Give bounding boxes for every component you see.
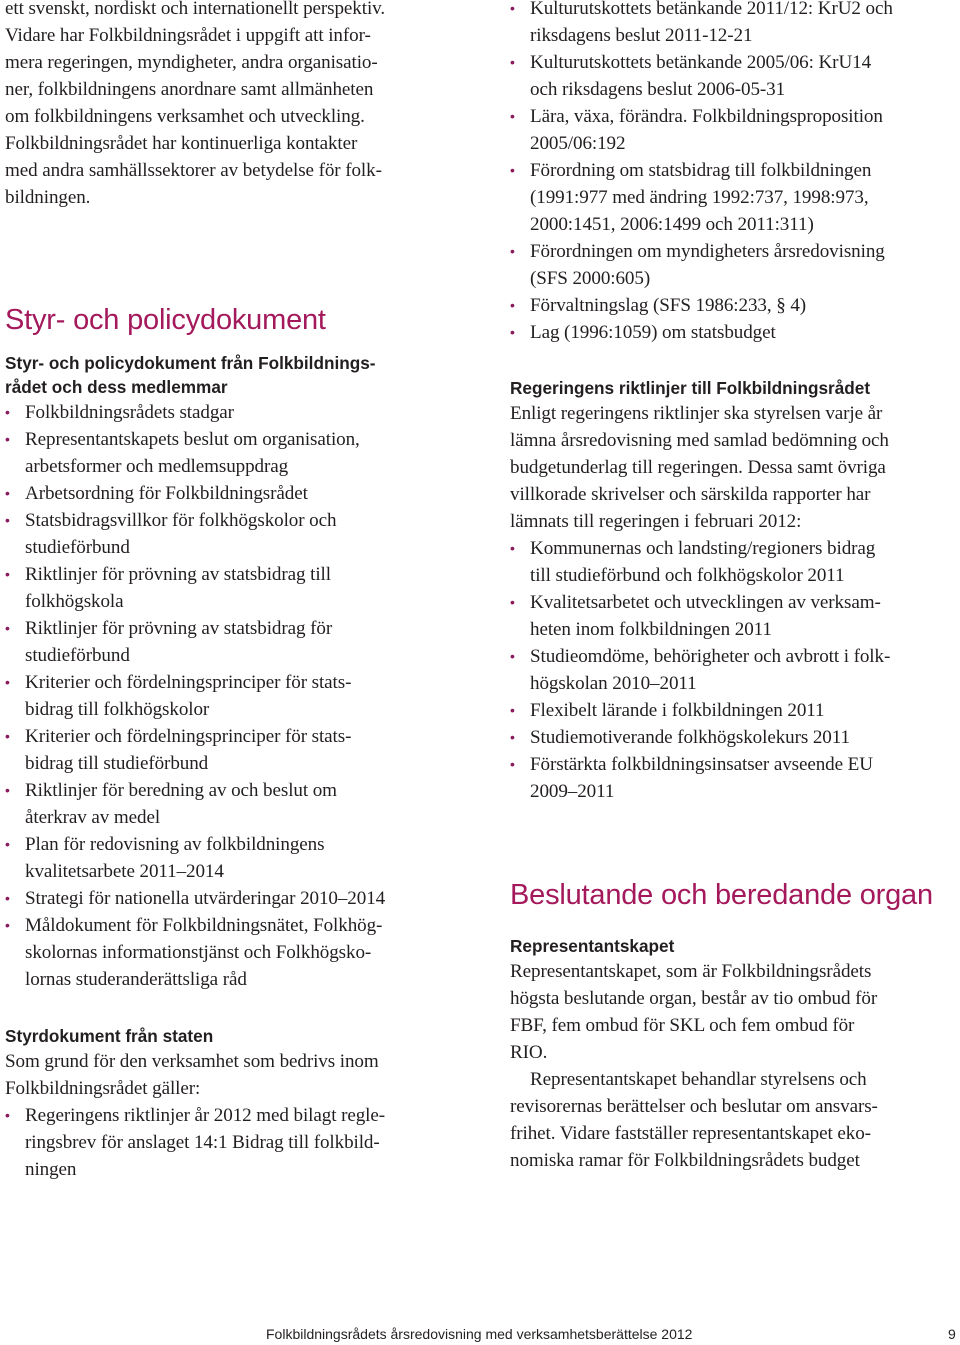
- bullet-icon: •: [5, 917, 10, 933]
- list-item-line: 2005/06:192: [530, 133, 626, 154]
- list-item-line: till studieförbund och folkhögskolor 2011: [530, 565, 845, 586]
- list-item-line: Lag (1996:1059) om statsbudget: [530, 322, 776, 343]
- list-item-line: arbetsformer och medlemsuppdrag: [25, 456, 289, 477]
- state-documents-list: [5, 1102, 452, 1183]
- text-line: Vidare har Folkbildningsrådet i uppgift att infor-: [5, 25, 371, 46]
- heading-line: Styr- och policydokument från Folkbildnings-: [5, 353, 376, 373]
- list-item-line: studieförbund: [25, 645, 130, 666]
- list-item-line: lornas studeranderättsliga råd: [25, 969, 247, 990]
- bullet-icon: •: [510, 108, 515, 124]
- footer-title: Folkbildningsrådets årsredovisning med verksamhetsberättelse 2012: [266, 1326, 693, 1342]
- list-item-line: Riktlinjer för prövning av statsbidrag för: [25, 618, 333, 639]
- list-item-line: Lära, växa, förändra. Folkbildningsproposition: [530, 106, 883, 127]
- list-item: [5, 480, 452, 507]
- list-item-line: Förordning om statsbidrag till folkbildningen: [530, 160, 872, 181]
- list-item-line: Förstärkta folkbildningsinsatser avseende EU: [530, 754, 873, 775]
- list-item-line: Kriterier och fördelningsprinciper för stats-: [25, 672, 352, 693]
- list-item-line: Plan för redovisning av folkbildningens: [25, 834, 325, 855]
- list-item-line: Folkbildningsrådets stadgar: [25, 402, 234, 423]
- list-item-line: folkhögskola: [25, 591, 124, 612]
- list-item: [5, 426, 452, 480]
- bullet-icon: •: [510, 0, 515, 16]
- bullet-icon: •: [5, 485, 10, 501]
- list-item: [510, 724, 960, 751]
- list-item: [5, 615, 452, 669]
- list-item: [5, 912, 452, 993]
- intro-paragraph: [5, 0, 452, 211]
- text-line: mera regeringen, myndigheter, andra organisatio-: [5, 52, 378, 73]
- bullet-icon: •: [510, 702, 515, 718]
- text-line: Som grund för den verksamhet som bedrivs inom: [5, 1051, 379, 1072]
- list-item-line: Förordningen om myndigheters årsredovisning: [530, 241, 885, 262]
- bullet-icon: •: [510, 54, 515, 70]
- list-item: [510, 238, 960, 292]
- list-item-line: ringsbrev för anslaget 14:1 Bidrag till folkbild-: [25, 1132, 380, 1153]
- bullet-icon: •: [510, 243, 515, 259]
- list-item-line: högskolan 2010–2011: [530, 673, 697, 694]
- list-item-line: Representantskapets beslut om organisation,: [25, 429, 360, 450]
- page-number: 9: [948, 1326, 956, 1342]
- list-item-line: (1991:977 med ändring 1992:737, 1998:973,: [530, 187, 869, 208]
- subsection-heading-rad-dokument: [5, 351, 452, 399]
- list-item-line: Arbetsordning för Folkbildningsrådet: [25, 483, 308, 504]
- list-item-line: Strategi för nationella utvärderingar 2010–2014: [25, 888, 386, 909]
- bullet-icon: •: [5, 836, 10, 852]
- representantskapet-paragraph-2: [510, 1066, 960, 1174]
- text-line: villkorade skrivelser och särskilda rapporter har: [510, 484, 871, 505]
- list-item-line: och riksdagens beslut 2006-05-31: [530, 79, 786, 100]
- list-item-line: Flexibelt lärande i folkbildningen 2011: [530, 700, 825, 721]
- text-line: högsta beslutande organ, består av tio ombud för: [510, 988, 878, 1009]
- text-line: med andra samhällssektorer av betydelse för folk-: [5, 160, 382, 181]
- list-item-line: Måldokument för Folkbildningsnätet, Folkhög-: [25, 915, 383, 936]
- list-item-line: Kommunernas och landsting/regioners bidrag: [530, 538, 876, 559]
- list-item-line: bidrag till studieförbund: [25, 753, 209, 774]
- list-item: [510, 643, 960, 697]
- guidelines-paragraph: [510, 400, 960, 535]
- list-item: [5, 723, 452, 777]
- list-item: [510, 751, 960, 805]
- state-documents-list-continued: [510, 0, 960, 346]
- text-line: om folkbildningens verksamhet och utveckling.: [5, 106, 365, 127]
- text-line: bildningen.: [5, 187, 91, 208]
- list-item: [510, 535, 960, 589]
- list-item: [510, 319, 960, 346]
- subsection-heading-statliga-dokument: Styrdokument från staten: [5, 1026, 214, 1046]
- text-line: frihet. Vidare fastställer representantskapet eko-: [510, 1123, 871, 1144]
- list-item-line: Studiemotiverande folkhögskolekurs 2011: [530, 727, 850, 748]
- bullet-icon: •: [5, 620, 10, 636]
- bullet-icon: •: [5, 674, 10, 690]
- list-item: [5, 831, 452, 885]
- text-line: Folkbildningsrådet gäller:: [5, 1078, 201, 1099]
- subsection-heading-representantskapet: Representantskapet: [510, 936, 675, 956]
- text-line: budgetunderlag till regeringen. Dessa samt övriga: [510, 457, 886, 478]
- list-item: [5, 507, 452, 561]
- bullet-icon: •: [510, 540, 515, 556]
- list-item-line: Kulturutskottets betänkande 2005/06: KrU14: [530, 52, 872, 73]
- list-item-line: heten inom folkbildningen 2011: [530, 619, 772, 640]
- bullet-icon: •: [510, 297, 515, 313]
- text-line: ett svenskt, nordiskt och internationellt perspektiv.: [5, 0, 386, 19]
- list-item: [5, 777, 452, 831]
- bullet-icon: •: [510, 729, 515, 745]
- text-line: RIO.: [510, 1042, 548, 1063]
- list-item-line: studieförbund: [25, 537, 130, 558]
- list-item-line: Kvalitetsarbetet och utvecklingen av verksam-: [530, 592, 881, 613]
- representantskapet-paragraph-1: [510, 958, 960, 1066]
- list-item: [5, 885, 452, 912]
- bullet-icon: •: [5, 566, 10, 582]
- text-line: ner, folkbildningens anordnare samt allmänheten: [5, 79, 374, 100]
- bullet-icon: •: [5, 782, 10, 798]
- list-item-line: 2000:1451, 2006:1499 och 2011:311): [530, 214, 814, 235]
- list-item-line: Regeringens riktlinjer år 2012 med bilagt regle-: [25, 1105, 385, 1126]
- left-column: [5, 0, 452, 1183]
- list-item-line: Statsbidragsvillkor för folkhögskolor och: [25, 510, 337, 531]
- bullet-icon: •: [5, 431, 10, 447]
- list-item-line: skolornas informationstjänst och Folkhögsko-: [25, 942, 372, 963]
- bullet-icon: •: [5, 512, 10, 528]
- list-item: [5, 399, 452, 426]
- list-item: [510, 49, 960, 103]
- list-item-line: Studieomdöme, behörigheter och avbrott i folk-: [530, 646, 891, 667]
- list-item: [510, 697, 960, 724]
- list-item: [5, 1102, 452, 1183]
- text-line: Folkbildningsrådet har kontinuerliga kontakter: [5, 133, 358, 154]
- text-line: Representantskapet, som är Folkbildningsrådets: [510, 961, 872, 982]
- text-line: lämna årsredovisning med samlad bedömning och: [510, 430, 889, 451]
- text-line: lämnats till regeringen i februari 2012:: [510, 511, 802, 532]
- list-item: [510, 0, 960, 49]
- reports-list: [510, 535, 960, 805]
- list-item-line: Riktlinjer för prövning av statsbidrag till: [25, 564, 331, 585]
- text-line: FBF, fem ombud för SKL och fem ombud för: [510, 1015, 855, 1036]
- bullet-icon: •: [5, 404, 10, 420]
- list-item: [510, 103, 960, 157]
- text-line: nomiska ramar för Folkbildningsrådets budget: [510, 1150, 860, 1171]
- list-item: [5, 669, 452, 723]
- bullet-icon: •: [5, 728, 10, 744]
- bullet-icon: •: [510, 324, 515, 340]
- bullet-icon: •: [5, 1107, 10, 1123]
- bullet-icon: •: [5, 890, 10, 906]
- list-item: [5, 561, 452, 615]
- bullet-icon: •: [510, 162, 515, 178]
- policy-document-list: [5, 399, 452, 993]
- list-item-line: riksdagens beslut 2011-12-21: [530, 25, 753, 46]
- section-heading-beslutande-organ: Beslutande och beredande organ: [510, 879, 933, 911]
- state-documents-intro: [5, 1048, 452, 1102]
- list-item: [510, 589, 960, 643]
- text-line: Representantskapet behandlar styrelsens och: [530, 1069, 867, 1090]
- list-item: [510, 157, 960, 238]
- list-item-line: 2009–2011: [530, 781, 615, 802]
- list-item-line: (SFS 2000:605): [530, 268, 651, 289]
- heading-line: rådet och dess medlemmar: [5, 377, 228, 397]
- text-line: Enligt regeringens riktlinjer ska styrelsen varje år: [510, 403, 883, 424]
- list-item: [510, 292, 960, 319]
- bullet-icon: •: [510, 648, 515, 664]
- text-line: revisorernas berättelser och beslutar om ansvars-: [510, 1096, 878, 1117]
- bullet-icon: •: [510, 756, 515, 772]
- list-item-line: Kriterier och fördelningsprinciper för stats-: [25, 726, 352, 747]
- list-item-line: Kulturutskottets betänkande 2011/12: KrU2 och: [530, 0, 893, 19]
- list-item-line: kvalitetsarbete 2011–2014: [25, 861, 224, 882]
- section-heading-styrdokument: Styr- och policydokument: [5, 304, 326, 336]
- list-item-line: bidrag till folkhögskolor: [25, 699, 210, 720]
- bullet-icon: •: [510, 594, 515, 610]
- subsection-heading-regeringens-riktlinjer: Regeringens riktlinjer till Folkbildningsrådet: [510, 378, 871, 398]
- right-column: [510, 0, 960, 1174]
- list-item-line: Riktlinjer för beredning av och beslut om: [25, 780, 337, 801]
- list-item-line: Förvaltningslag (SFS 1986:233, § 4): [530, 295, 807, 316]
- list-item-line: återkrav av medel: [25, 807, 161, 828]
- list-item-line: ningen: [25, 1159, 77, 1180]
